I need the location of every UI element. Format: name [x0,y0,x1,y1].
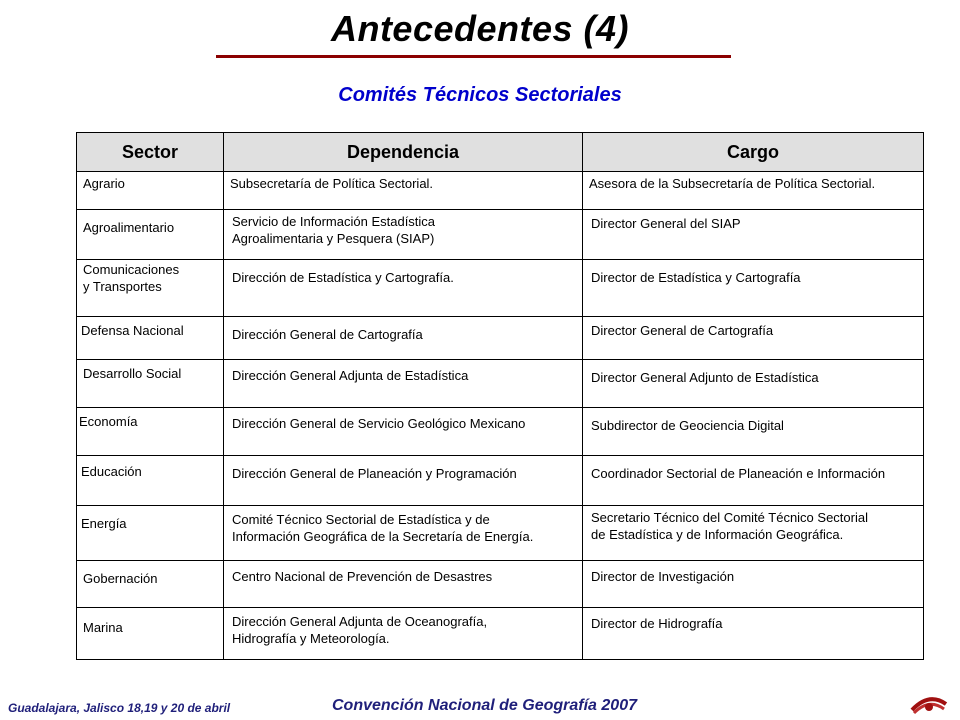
cell-cargo: Director de Estadística y Cartografía [591,270,801,285]
title-underline [216,55,731,58]
row-divider [77,259,923,260]
page-title: Antecedentes (4) [330,8,630,49]
cell-dependencia: Dirección de Estadística y Cartografía. [232,270,454,285]
cell-sector: Educación [81,464,142,479]
cell-cargo: Coordinador Sectorial de Planeación e Información [591,466,886,481]
cell-sector: Agroalimentario [83,220,175,235]
row-divider [77,316,923,317]
inegi-logo-icon [906,690,952,718]
footer-event: Convención Nacional de Geografía 2007 [332,697,637,714]
row-divider [77,209,923,210]
cell-dependencia: Comité Técnico Sectorial de Estadística y de Información Geográfica de la Secretaría de Energía. [232,512,534,544]
cell-sector: Agrario [83,176,125,191]
row-divider [77,607,923,608]
cell-dependencia: Servicio de Información Estadística Agroalimentaria y Pesquera (SIAP) [232,214,436,246]
cell-dependencia: Dirección General de Planeación y Programación [232,466,517,481]
cell-sector: Energía [81,516,127,531]
header-sector: Sector [121,142,179,162]
cell-dependencia: Centro Nacional de Prevención de Desastres [232,569,493,584]
header-dependencia: Dependencia [346,142,460,162]
cell-dependencia: Dirección General de Servicio Geológico Mexicano [232,416,526,431]
cell-cargo: Secretario Técnico del Comité Técnico Sectorial de Estadística y de Información Geográfica. [591,510,868,542]
cell-cargo: Director General de Cartografía [591,323,774,338]
page-subtitle: Comités Técnicos Sectoriales [338,84,622,106]
cell-dependencia: Dirección General de Cartografía [232,327,423,342]
cell-sector: Desarrollo Social [83,366,182,381]
row-divider [77,455,923,456]
header-cargo: Cargo [726,142,779,162]
cell-dependencia: Dirección General Adjunta de Oceanografía, Hidrografía y Meteorología. [232,614,488,646]
cell-sector: Comunicaciones y Transportes [83,262,180,294]
row-divider [77,505,923,506]
cell-cargo: Director de Hidrografía [591,616,723,631]
cell-sector: Gobernación [83,571,158,586]
cell-cargo: Director General del SIAP [591,216,741,231]
cell-cargo: Asesora de la Subsecretaría de Política Sectorial. [589,176,876,191]
cell-sector: Economía [79,414,138,429]
column-divider [223,133,224,659]
table-header [77,133,923,172]
cell-sector: Marina [83,620,123,635]
cell-dependencia: Subsecretaría de Política Sectorial. [230,176,434,191]
cell-cargo: Subdirector de Geociencia Digital [591,418,784,433]
row-divider [77,407,923,408]
footer-location: Guadalajara, Jalisco 18,19 y 20 de abril [8,701,231,715]
cell-cargo: Director de Investigación [591,569,735,584]
row-divider [77,560,923,561]
cell-sector: Defensa Nacional [81,323,184,338]
committees-table [76,132,924,660]
cell-cargo: Director General Adjunto de Estadística [591,370,819,385]
column-divider [582,133,583,659]
row-divider [77,359,923,360]
cell-dependencia: Dirección General Adjunta de Estadística [232,368,469,383]
